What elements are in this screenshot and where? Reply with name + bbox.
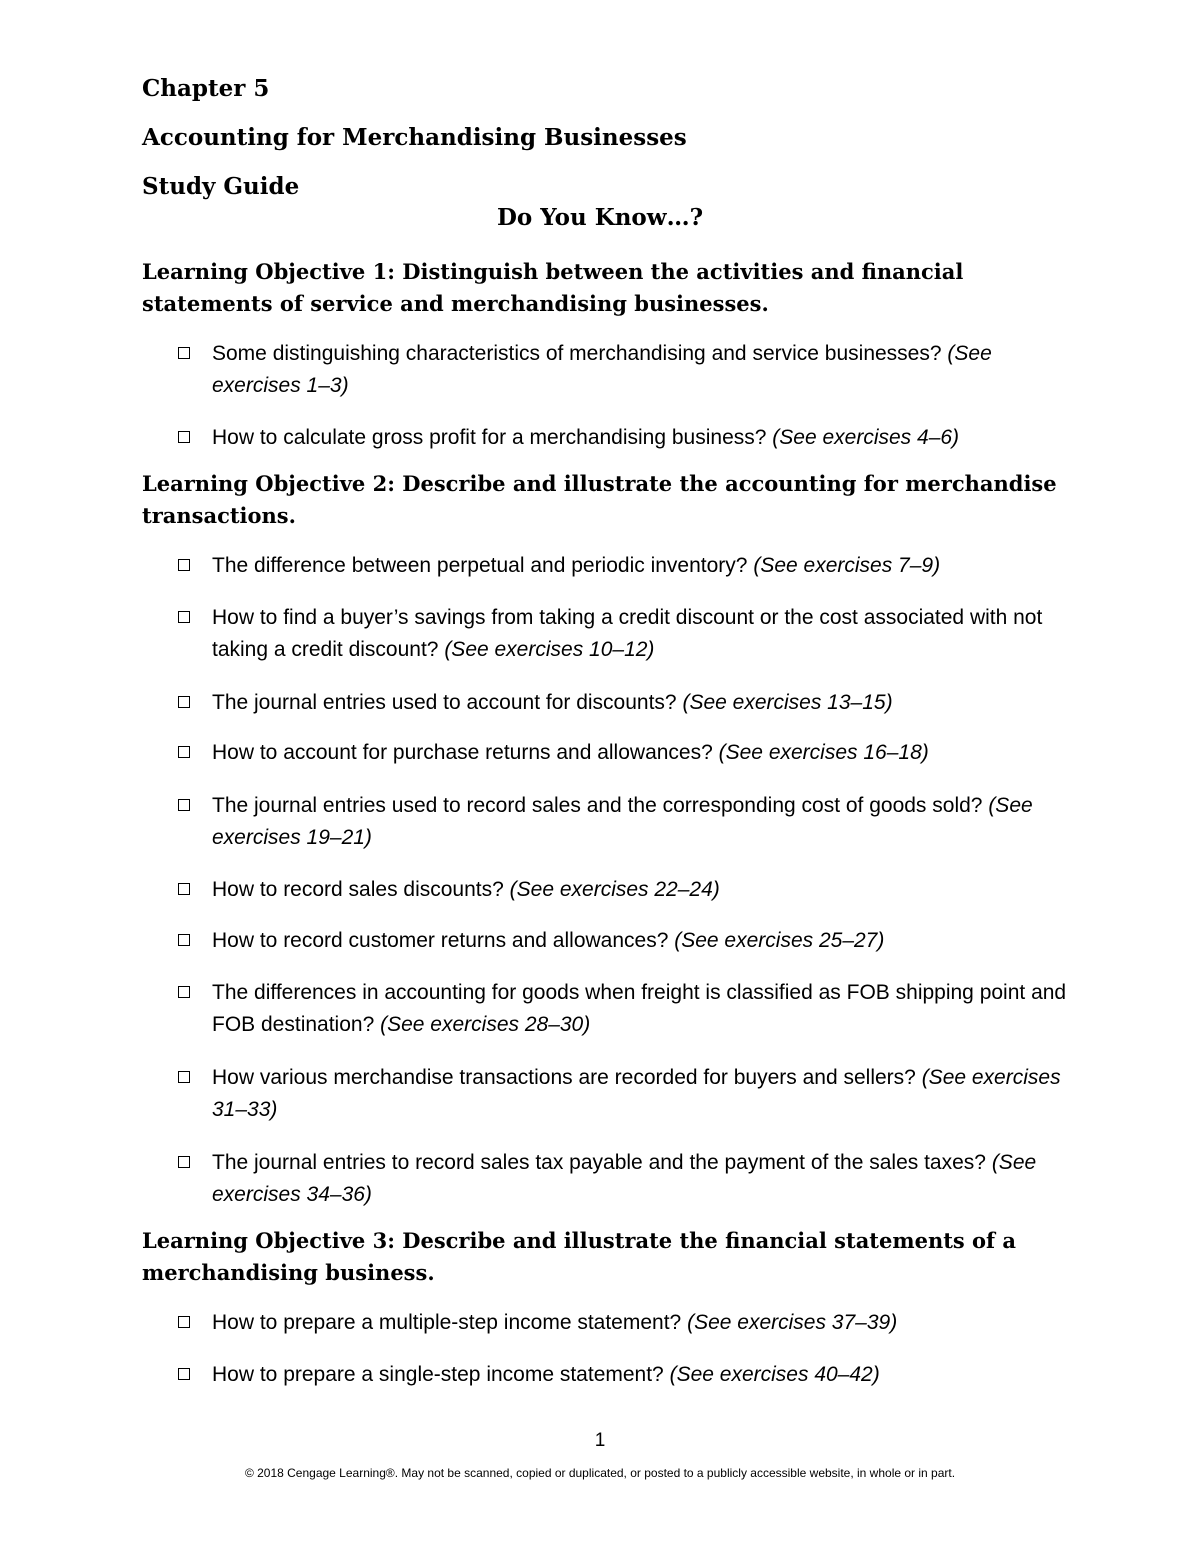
checkbox-icon[interactable] [178, 611, 190, 623]
subject-title: Accounting for Merchandising Businesses [142, 124, 687, 151]
checkbox-icon[interactable] [178, 1368, 190, 1380]
objective-3-heading: Learning Objective 3: Describe and illustrate the financial statements of a merchandising business. [142, 1228, 1017, 1285]
checkbox-icon[interactable] [178, 1316, 190, 1328]
objective-1-heading: Learning Objective 1: Distinguish between the activities and financial statements of service and merchandising businesses. [142, 259, 964, 316]
chapter-title: Chapter 5 [142, 75, 270, 102]
section-title: Do You Know…? [496, 204, 704, 231]
checkbox-icon[interactable] [178, 1071, 190, 1083]
study-guide-title: Study Guide [142, 173, 300, 200]
checkbox-icon[interactable] [178, 883, 190, 895]
checkbox-icon[interactable] [178, 696, 190, 708]
checkbox-icon[interactable] [178, 559, 190, 571]
checkbox-icon[interactable] [178, 799, 190, 811]
checkbox-icon[interactable] [178, 431, 190, 443]
document-page: Chapter 5 Accounting for Merchandising Businesses Study Guide Do You Know…? Learning Objective 1: Distinguish between the activities and financial statements of service and merchandising businesses. Some distinguishing characteristics of merchandising and service businesses? (See exercises 1–3) How to calculate gross profit for a merchandising business? (See exercises 4–6) Learning Objective 2: Describe and illustrate the accounting for merchandise transactions. The difference between perpetual and periodic inventory? (See exercises 7–9) How to find a buyer’s savings from taking a credit discount or the cost associated with not taking a credit discount? (See exercises 10–12) The journal entries used to account for discounts? (See exercises 13–15) How to account for purchase returns and allowances? (See exercises 16–18) The journal entries used to record sales and the corresponding cost of goods sold? (See exercises 19–21) How to record sales discounts? (See exercises 22–24) How to record customer returns and allowances? (See exercises 25–27) The differences in accounting for goods when freight is classified as FOB shipping point and FOB destination? (See exercises 28–30) How various merchandise transactions are recorded for buyers and sellers? (See exercises 31–33) The journal entries to record sales tax payable and the payment of the sales taxes? (See exercises 34–36) Learning Objective 3: Describe and illustrate the financial statements of a merchandising business. How to prepare a multiple-step income statement? (See exercises 37–39) How to prepare a single-step income statement? (See exercises 40–42) 1 © 2018 Cengage Learning®. May not be scanned, copied or duplicated, or posted to a publicly accessible website, in whole or in part. [0, 0, 1200, 1553]
checkbox-icon[interactable] [178, 746, 190, 758]
checkbox-icon[interactable] [178, 1156, 190, 1168]
page-number: 1 [594, 1430, 606, 1451]
checkbox-icon[interactable] [178, 986, 190, 998]
checkbox-icon[interactable] [178, 347, 190, 359]
copyright-footer: © 2018 Cengage Learning®. May not be scanned, copied or duplicated, or posted to a publicly accessible website, in whole or in part. [244, 1466, 956, 1480]
checkbox-icon[interactable] [178, 934, 190, 946]
objective-2-heading: Learning Objective 2: Describe and illustrate the accounting for merchandise transactions. [142, 471, 1057, 528]
